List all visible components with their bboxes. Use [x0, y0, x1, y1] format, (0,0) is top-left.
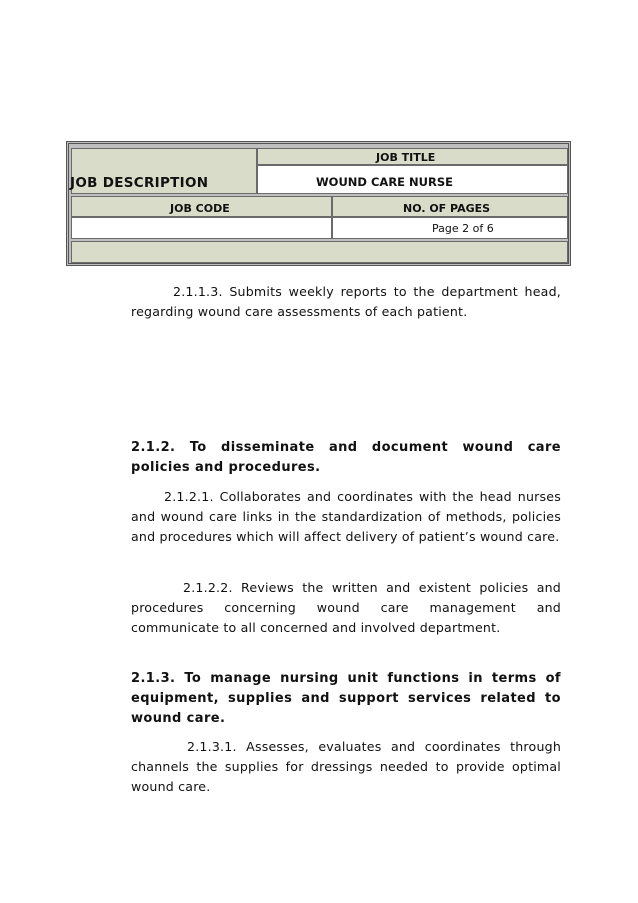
paragraph-2-1-3-1: 2.1.3.1. Assesses, evaluates and coordinates through channels the supplies for dressings needed to provide optimal wound care. [131, 739, 561, 794]
job-title-label-cell [257, 148, 568, 165]
job-title-label: JOB TITLE [376, 151, 436, 164]
header-bottom-row [71, 241, 568, 263]
heading-2-1-3: 2.1.3. To manage nursing unit functions in terms of equipment, supplies and support services related to wound care. [131, 671, 561, 726]
pages-value: Page 2 of 6 [432, 222, 494, 235]
pages-value-cell [332, 217, 568, 239]
job-code-label: JOB CODE [170, 202, 230, 215]
pages-label: NO. OF PAGES [403, 202, 491, 215]
job-title-value: WOUND CARE NURSE [316, 175, 453, 189]
paragraph-2-1-2-2: 2.1.2.2. Reviews the written and existent policies and procedures concerning wound care management and communicate to all concerned and involved department. [131, 580, 561, 635]
job-description-label: JOB DESCRIPTION [70, 175, 209, 191]
heading-2-1-2: 2.1.2. To disseminate and document wound care policies and procedures. [131, 440, 561, 475]
job-description-header-table [66, 141, 571, 266]
job-description-cell [71, 148, 257, 194]
pages-label-cell [332, 196, 568, 217]
paragraph-2-1-1-3: 2.1.1.3. Submits weekly reports to the department head, regarding wound care assessments of each patient. [131, 284, 561, 319]
job-code-label-cell [71, 196, 332, 217]
job-title-value-cell [257, 165, 568, 194]
job-code-value-cell [71, 217, 332, 239]
paragraph-2-1-2-1: 2.1.2.1. Collaborates and coordinates with the head nurses and wound care links in the standardization of methods, policies and procedures which will affect delivery of patient’s wound care. [131, 489, 561, 544]
